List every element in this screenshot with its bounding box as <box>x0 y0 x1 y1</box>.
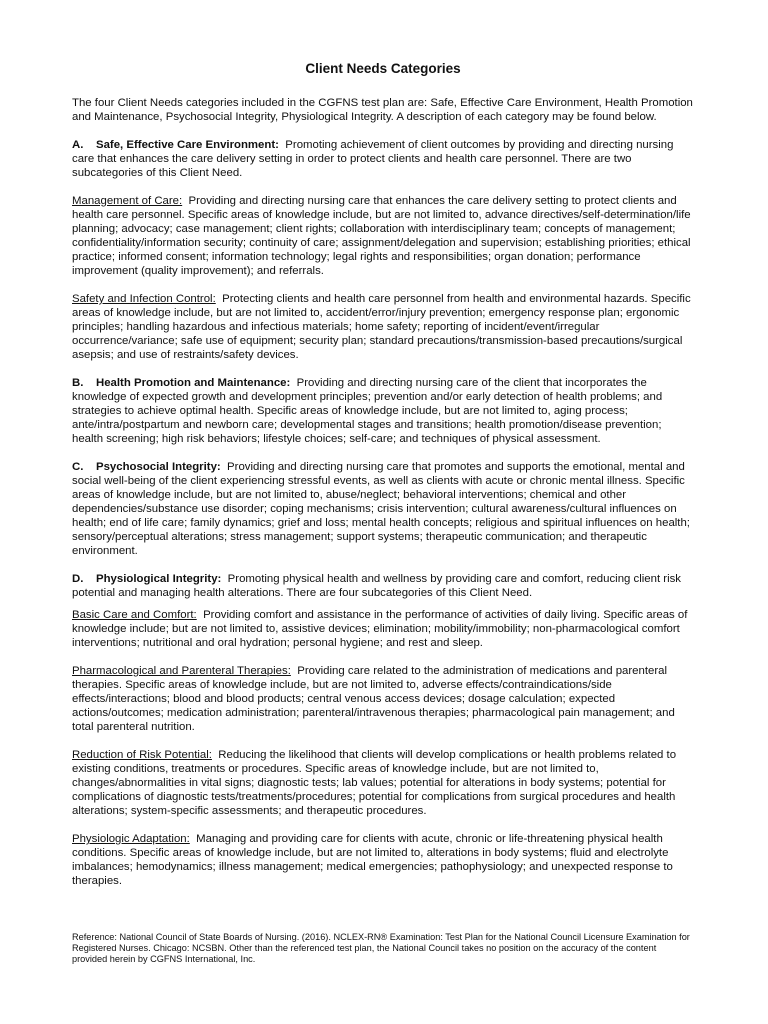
subcategory-heading: Basic Care and Comfort: <box>72 609 197 621</box>
subcategory-heading: Safety and Infection Control: <box>72 293 216 305</box>
section-text: Providing and directing nursing care that promotes and supports the emotional, mental and social well-being of the client experiencing stressful events, as well as clients with acute or chronic mental illness. Specific areas of knowledge include, but are not limited to, abuse/neglect; behavioral interventions; chemical and other dependencies/substance use disorder; coping mechanisms; crisis intervention; cultural awareness/cultural influences on health; end of life care; family dynamics; grief and loss; mental health concepts; religious and spiritual influences on health; sensory/perceptual alterations; stress management; support systems; therapeutic communication; and therapeutic environment. <box>72 461 690 557</box>
section-letter: C. <box>72 461 84 473</box>
section-letter: D. <box>72 573 84 585</box>
subcategory-physiologic-adaptation <box>72 832 694 888</box>
section-heading: Health Promotion and Maintenance: <box>96 377 291 389</box>
section-letter: B. <box>72 377 84 389</box>
section-heading: Physiological Integrity: <box>96 573 222 585</box>
subcategory-text: Providing comfort and assistance in the performance of activities of daily living. Specific areas of knowledge include; but are not limited to, assistive devices; elimination; mobility/immobility; non-pharmacological comfort interventions; nutritional and oral hydration; personal hygiene; and rest and sleep. <box>72 609 688 649</box>
intro-paragraph: The four Client Needs categories included in the CGFNS test plan are: Safe, Effective Care Environment, Health Promotion and Maintenance, Psychosocial Integrity, Physiological Integrity. A description of each category may be found below. <box>72 97 693 123</box>
subcategory-heading: Management of Care: <box>72 195 183 207</box>
section-letter: A. <box>72 139 84 151</box>
section-text: Providing and directing nursing care of the client that incorporates the knowledge of expected growth and development principles; prevention and/or early detection of health problems; and strategies to achieve optimal health. Specific areas of knowledge include, but are not limited to, aging process; ante/intra/postpartum and newborn care; developmental stages and transitions; health promotion/disease prevention; health screening; high risk behaviors; lifestyle choices; self-care; and techniques of physical assessment. <box>72 377 663 445</box>
reference-footnote: Reference: National Council of State Boards of Nursing. (2016). NCLEX-RN® Examination: Test Plan for the National Council Licensure Examination for Registered Nurses. Chicago: NCSBN. Other than the referenced test plan, the National Council takes no position on the accuracy of the content provided herein by CGFNS International, Inc. <box>72 932 690 964</box>
section-b <box>72 376 694 446</box>
page-title: Client Needs Categories <box>305 61 461 76</box>
section-text: Promoting physical health and wellness by providing care and comfort, reducing client risk potential and managing health alterations. There are four subcategories of this Client Need. <box>72 573 681 599</box>
subcategory-text: Protecting clients and health care personnel from health and environmental hazards. Specific areas of knowledge include, but are not limited to, accident/error/injury prevention; emergency response plan; ergonomic principles; handling hazardous and infectious materials; home safety; reporting of incident/event/irregular occurrence/variance; safe use of equipment; security plan; standard precautions/transmission-based precautions/surgical asepsis; and use of restraints/safety devices. <box>72 293 691 361</box>
section-heading: Psychosocial Integrity: <box>96 461 221 473</box>
section-heading: Safe, Effective Care Environment: <box>96 139 279 151</box>
subcategory-text: Providing and directing nursing care that enhances the care delivery setting to protect clients and health care personnel. Specific areas of knowledge include, but are not limited to, advance directives/self-determination/life planning; advocacy; case management; client rights; collaboration with interdisciplinary team; concepts of management; confidentiality/information security; continuity of care; assignment/delegation and supervision; establishing priorities; ethical practice; informed consent; information technology; legal rights and responsibilities; organ donation; performance improvement (quality improvement); and referrals. <box>72 195 691 277</box>
section-c <box>72 460 694 558</box>
subcategory-pharmacological-therapies <box>72 664 694 734</box>
subcategory-reduction-of-risk <box>72 748 694 818</box>
subcategory-text: Providing care related to the administration of medications and parenteral therapies. Specific areas of knowledge include, but are not limited to, adverse effects/contraindications/side effects/interactions; blood and blood products; central venous access devices; dosage calculation; expected actions/outcomes; medication administration; parenteral/intravenous therapies; pharmacological pain management; and total parenteral nutrition. <box>72 665 675 733</box>
subcategory-safety-infection-control <box>72 292 694 362</box>
subcategory-management-of-care <box>72 194 694 278</box>
subcategory-text: Managing and providing care for clients with acute, chronic or life-threatening physical health conditions. Specific areas of knowledge include, but are not limited to, alterations in body systems; fluid and electrolyte imbalances; hemodynamics; illness management; medical emergencies; pathophysiology; and unexpected response to therapies. <box>72 833 673 887</box>
document-page <box>72 62 694 902</box>
subcategory-heading: Reduction of Risk Potential: <box>72 749 212 761</box>
section-d <box>72 572 694 600</box>
section-text: Promoting achievement of client outcomes by providing and directing nursing care that enhances the care delivery setting in order to protect clients and health care personnel. There are two subcategories of this Client Need. <box>72 139 674 179</box>
subcategory-heading: Pharmacological and Parenteral Therapies: <box>72 665 291 677</box>
subcategory-basic-care-comfort <box>72 608 694 650</box>
subcategory-text: Reducing the likelihood that clients will develop complications or health problems related to existing conditions, treatments or procedures. Specific areas of knowledge include, but are not limited to, changes/abnormalities in vital signs; diagnostic tests; lab values; potential for alterations in body systems; potential for complications of diagnostic tests/treatments/procedures; potential for complications from surgical procedures and health alterations; system-specific assessments; and therapeutic procedures. <box>72 749 677 817</box>
subcategory-heading: Physiologic Adaptation: <box>72 833 190 845</box>
section-a <box>72 138 694 180</box>
